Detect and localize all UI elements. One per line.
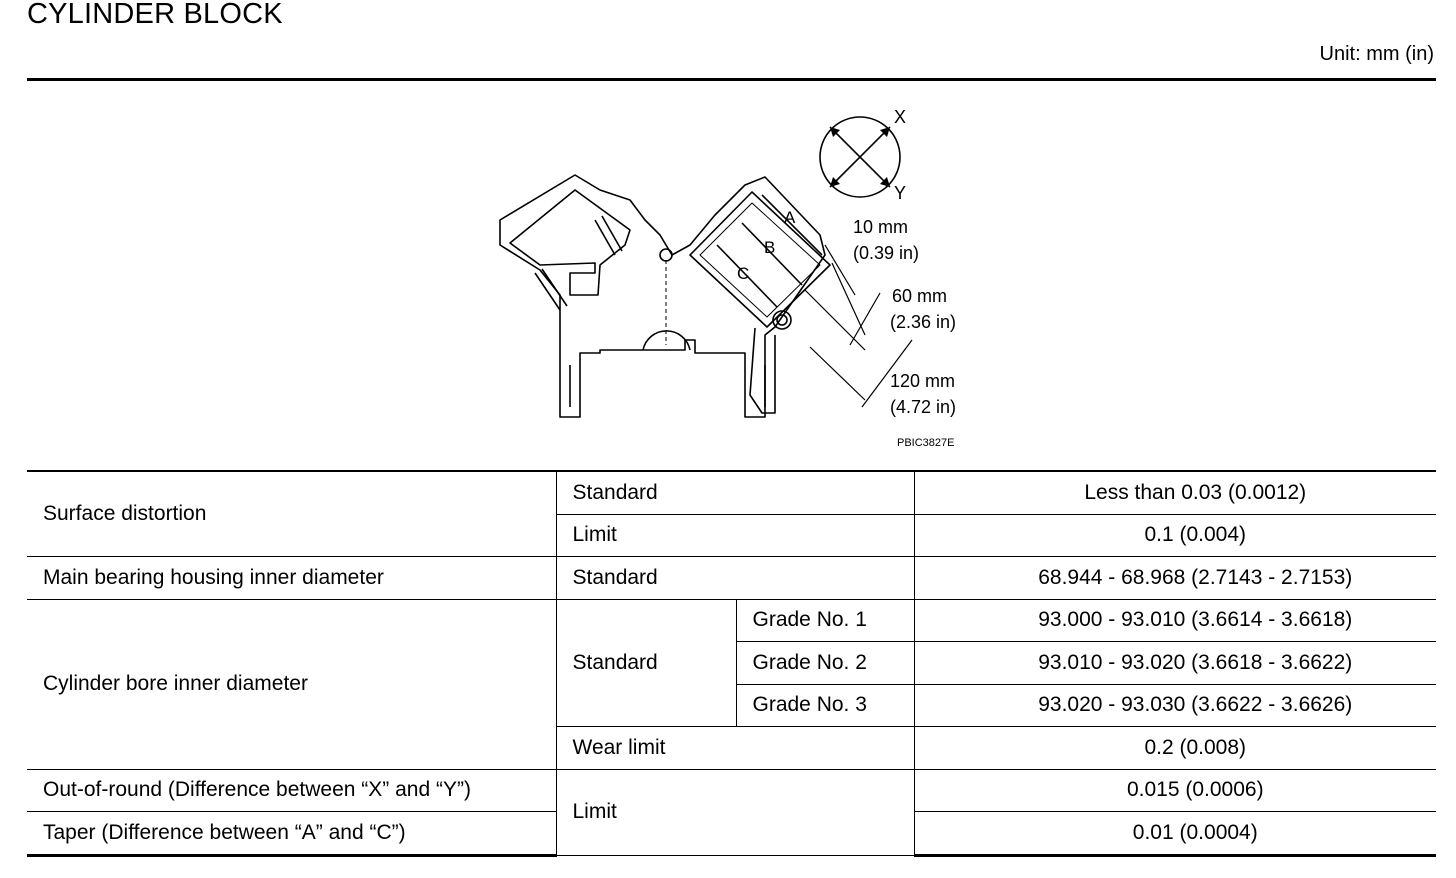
dim-60mm: 60 mm bbox=[892, 286, 948, 306]
label-c: C bbox=[737, 264, 750, 283]
surface-standard-value: Less than 0.03 (0.0012) bbox=[914, 471, 1436, 514]
right-cylinder-bore bbox=[690, 192, 830, 327]
main-bearing-item: Main bearing housing inner diameter bbox=[27, 557, 556, 600]
header-rule bbox=[27, 78, 1436, 81]
unit-label: Unit: mm (in) bbox=[1319, 43, 1434, 65]
label-b: B bbox=[764, 238, 776, 257]
surface-limit-label: Limit bbox=[556, 514, 914, 557]
table-row bbox=[27, 471, 1436, 514]
grade-1-label: Grade No. 1 bbox=[736, 599, 914, 642]
spec-table bbox=[27, 470, 1436, 857]
dim-472in: (4.72 in) bbox=[890, 397, 957, 417]
table-row bbox=[27, 769, 1436, 812]
surface-standard-label: Standard bbox=[556, 471, 914, 514]
grade-3-value: 93.020 - 93.030 (3.6622 - 3.6626) bbox=[914, 684, 1436, 727]
bolt-hole bbox=[773, 311, 791, 329]
out-of-round-value: 0.015 (0.0006) bbox=[914, 769, 1436, 812]
cylinder-bore-item: Cylinder bore inner diameter bbox=[27, 599, 556, 769]
cylinder-block-diagram bbox=[480, 95, 1000, 460]
grade-1-value: 93.000 - 93.010 (3.6614 - 3.6618) bbox=[914, 599, 1436, 642]
shared-limit-label: Limit bbox=[556, 769, 914, 855]
grade-3-label: Grade No. 3 bbox=[736, 684, 914, 727]
dim-120mm: 120 mm bbox=[890, 371, 956, 391]
dim-039in: (0.39 in) bbox=[853, 243, 920, 263]
wear-limit-label: Wear limit bbox=[556, 727, 914, 770]
axis-y-label: Y bbox=[894, 183, 907, 203]
axis-x-label: X bbox=[894, 107, 907, 127]
cylinder-bore-standard-label: Standard bbox=[556, 599, 736, 727]
table-row bbox=[27, 599, 1436, 642]
page-title: CYLINDER BLOCK bbox=[27, 0, 283, 30]
taper-value: 0.01 (0.0004) bbox=[914, 812, 1436, 856]
surface-distortion-item: Surface distortion bbox=[27, 471, 556, 557]
out-of-round-item: Out-of-round (Difference between “X” and “Y”) bbox=[27, 769, 556, 812]
main-bearing-standard-label: Standard bbox=[556, 557, 914, 600]
wear-limit-value: 0.2 (0.008) bbox=[914, 727, 1436, 770]
cylinder-block-figure bbox=[480, 95, 1000, 460]
grade-2-value: 93.010 - 93.020 (3.6618 - 3.6622) bbox=[914, 642, 1436, 685]
surface-limit-value: 0.1 (0.004) bbox=[914, 514, 1436, 557]
grade-2-label: Grade No. 2 bbox=[736, 642, 914, 685]
dim-236in: (2.36 in) bbox=[890, 312, 957, 332]
table-row bbox=[27, 557, 1436, 600]
left-cylinder bbox=[510, 190, 630, 295]
main-bearing-standard-value: 68.944 - 68.968 (2.7143 - 2.7153) bbox=[914, 557, 1436, 600]
label-a: A bbox=[784, 208, 796, 227]
taper-item: Taper (Difference between “A” and “C”) bbox=[27, 812, 556, 856]
figure-code: PBIC3827E bbox=[897, 437, 955, 449]
dim-10mm: 10 mm bbox=[853, 217, 909, 237]
